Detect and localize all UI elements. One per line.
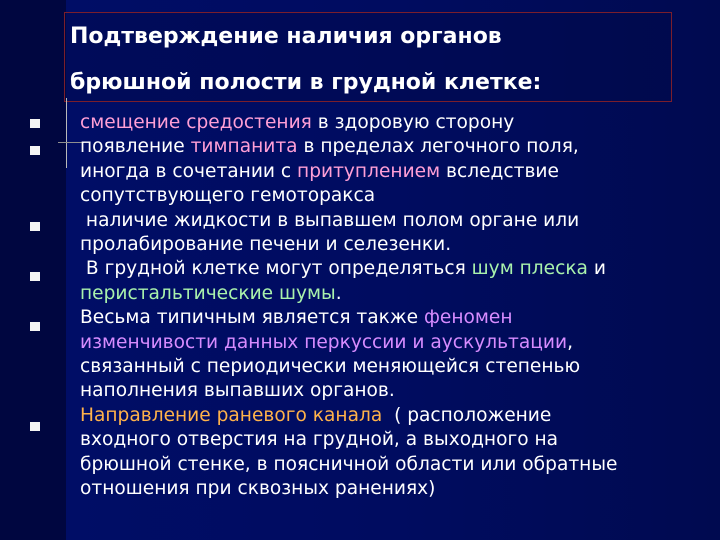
text-segment: брюшной стенке, в поясничной области или обратные: [80, 453, 618, 475]
highlighted-term: смещение средостения: [80, 112, 312, 133]
title-line-1: Подтверждение наличия органов: [70, 24, 502, 49]
bullet-marker: [30, 322, 40, 331]
bullet-marker: [30, 272, 40, 281]
text-segment: появление: [80, 136, 191, 158]
highlighted-term: шум плеска: [471, 258, 588, 280]
text-segment: и: [587, 258, 606, 280]
slide-title: [70, 14, 670, 106]
text-segment: наполнения выпавших органов.: [80, 380, 395, 402]
bullet-line: [80, 453, 712, 477]
text-segment: сопутствующего гемоторакса: [80, 185, 376, 207]
bullet-line: [80, 404, 712, 428]
bullet-marker: [30, 422, 40, 431]
bullet-line: [80, 184, 712, 208]
bullet-item: [80, 404, 712, 502]
text-segment: .: [335, 282, 342, 304]
bullet-item: [80, 135, 712, 208]
bullet-marker: [30, 119, 40, 128]
text-segment: ( расположение: [382, 404, 552, 426]
highlighted-term: изменчивости данных перкуссии и аускультации: [80, 331, 568, 353]
highlighted-term: тимпанита: [190, 136, 298, 158]
bullet-marker: [30, 146, 40, 155]
bullet-list: [80, 111, 712, 502]
bullet-item: [80, 306, 712, 404]
vertical-divider-line: [66, 98, 67, 168]
bullet-line: [80, 257, 712, 281]
text-segment: иногда в сочетании с: [80, 160, 298, 182]
bullet-line: [80, 111, 712, 135]
bullet-line: [80, 160, 712, 184]
text-segment: ,: [567, 331, 574, 353]
bullet-line: [80, 331, 712, 355]
highlighted-term: притуплением: [297, 160, 441, 182]
bullet-line: [80, 306, 712, 330]
text-segment: пролабирование печени и селезенки.: [80, 234, 452, 256]
text-segment: в здоровую сторону: [311, 112, 515, 133]
bullet-line: [80, 428, 712, 452]
text-segment: связанный с периодически меняющейся степенью: [80, 356, 581, 378]
bullet-line: [80, 355, 712, 379]
bullet-marker: [30, 222, 40, 231]
bullet-item: [80, 209, 712, 258]
bullet-line: [80, 282, 712, 306]
highlighted-term: Направление раневого канала: [80, 404, 383, 426]
highlighted-term: перистальтические шумы: [80, 282, 336, 304]
bullet-item: [80, 111, 712, 135]
bullet-line: [80, 209, 712, 233]
bullet-line: [80, 477, 712, 501]
bullet-item: [80, 257, 712, 306]
bullet-line: [80, 379, 712, 403]
title-line-2: брюшной полости в грудной клетке:: [70, 70, 542, 95]
text-segment: В грудной клетке могут определяться: [80, 258, 472, 280]
text-segment: входного отверстия на грудной, а выходного на: [80, 429, 559, 451]
text-segment: вследствие: [440, 160, 559, 182]
text-segment: отношения при сквозных ранениях): [80, 478, 436, 500]
left-panel: [0, 0, 66, 540]
text-segment: в пределах легочного поля,: [297, 136, 579, 158]
bullet-line: [80, 135, 712, 159]
text-segment: наличие жидкости в выпавшем полом органе или: [80, 209, 580, 231]
text-segment: Весьма типичным является также: [80, 307, 424, 329]
highlighted-term: феномен: [423, 307, 513, 329]
bullet-line: [80, 233, 712, 257]
